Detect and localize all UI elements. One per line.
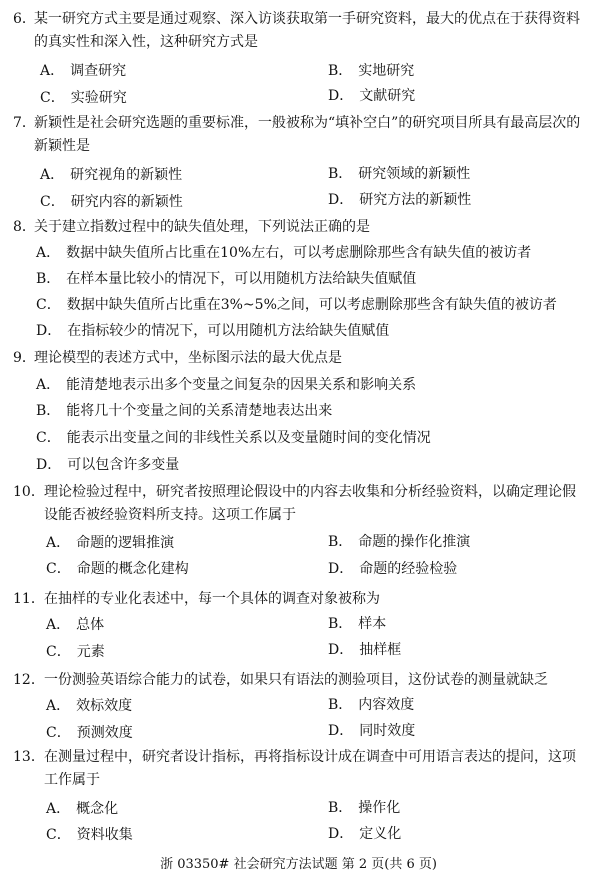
option-d [328, 85, 415, 107]
option-text: 能将几十个变量之间的关系清楚地表达出来 [66, 403, 333, 419]
option-c [46, 641, 105, 663]
option-text: 调查研究 [70, 63, 127, 79]
option-text: 样本 [358, 616, 387, 632]
option-a [46, 695, 132, 717]
question-stem [0, 669, 597, 692]
option-b [328, 613, 386, 635]
option-text: 命题的经验检验 [359, 561, 458, 577]
option-b [36, 400, 332, 422]
option-text: 命题的概念化建构 [76, 561, 189, 577]
option-key: A． [46, 617, 71, 633]
option-text: 抽样框 [359, 642, 402, 658]
option-d [36, 454, 179, 476]
question-stem [0, 112, 597, 158]
option-key: D． [328, 826, 354, 842]
option-key: C． [40, 194, 65, 210]
option-key: D． [36, 457, 62, 473]
question-stem [0, 347, 597, 370]
question-text: 理论模型的表述方式中，坐标图示法的最大优点是 [34, 350, 342, 366]
question-text: 关于建立指数过程中的缺失值处理，下列说法正确的是 [34, 219, 370, 235]
question-stem [0, 8, 597, 54]
question-stem [0, 588, 597, 611]
option-a [40, 164, 182, 186]
option-b [328, 694, 414, 716]
question-text: 新颖性是社会研究选题的重要标准，一般被称为“填补空白”的研究项目所具有最高层次的新颖性是 [34, 115, 581, 154]
option-text: 实验研究 [70, 90, 127, 106]
question-6 [0, 8, 597, 106]
question-13 [0, 746, 597, 843]
question-number: 8． [13, 219, 36, 235]
option-d [328, 558, 457, 580]
question-number: 7． [13, 115, 36, 131]
option-text: 命题的逻辑推演 [76, 535, 175, 551]
option-text: 定义化 [359, 826, 402, 842]
question-text: 理论检验过程中，研究者按照理论假设中的内容去收集和分析经验资料，以确定理论假设能否被经验资料所支持。这项工作属于 [44, 484, 576, 523]
option-text: 能表示出变量之间的非线性关系以及变量随时间的变化情况 [66, 430, 431, 446]
option-key: C． [36, 430, 61, 446]
option-d [328, 823, 401, 845]
option-text: 研究视角的新颖性 [70, 167, 183, 183]
option-text: 资料收集 [76, 827, 133, 843]
option-key: B． [328, 534, 353, 550]
question-10 [0, 481, 597, 577]
option-text: 预测效度 [76, 725, 133, 741]
option-text: 研究方法的新颖性 [359, 192, 472, 208]
question-number: 9． [13, 350, 36, 366]
option-key: A． [36, 377, 61, 393]
question-8 [0, 216, 597, 339]
option-text: 数据中缺失值所占比重在3%~5%之间，可以考虑删除那些含有缺失值的被访者 [66, 297, 557, 313]
option-d [328, 720, 415, 742]
question-stem [0, 216, 597, 239]
option-b [328, 797, 400, 819]
option-text: 在指标较少的情况下，可以用随机方法给缺失值赋值 [67, 323, 390, 339]
option-key: C． [46, 827, 71, 843]
option-c [36, 294, 557, 316]
option-b [328, 531, 470, 553]
option-key: A． [46, 698, 71, 714]
option-key: C． [46, 644, 71, 660]
option-text: 总体 [76, 617, 105, 633]
question-number: 11． [13, 591, 45, 607]
option-c [46, 722, 133, 744]
option-key: B． [328, 616, 353, 632]
option-key: A． [40, 63, 65, 79]
option-text: 数据中缺失值所占比重在10%左右，可以考虑删除那些含有缺失值的被访者 [66, 245, 532, 261]
option-text: 操作化 [358, 800, 401, 816]
option-text: 在样本量比较小的情况下，可以用随机方法给缺失值赋值 [66, 271, 417, 287]
question-11 [0, 588, 597, 660]
option-text: 元素 [76, 644, 105, 660]
option-key: B． [328, 697, 353, 713]
option-key: D． [328, 723, 354, 739]
option-d [328, 639, 401, 661]
option-b [328, 60, 414, 82]
option-key: C． [46, 725, 71, 741]
option-c [46, 558, 189, 580]
question-9 [0, 347, 597, 473]
option-b [36, 268, 416, 290]
option-key: B． [328, 63, 353, 79]
question-number: 10． [13, 484, 45, 500]
option-key: A． [46, 801, 71, 817]
option-key: A． [40, 167, 65, 183]
option-text: 命题的操作化推演 [358, 534, 471, 550]
option-text: 同时效度 [359, 723, 416, 739]
option-key: C． [36, 297, 61, 313]
option-a [40, 60, 126, 82]
option-d [328, 189, 471, 211]
option-a [36, 242, 531, 264]
option-text: 研究领域的新颖性 [358, 166, 471, 182]
option-key: D． [36, 323, 62, 339]
option-text: 实地研究 [358, 63, 415, 79]
option-key: B． [328, 166, 353, 182]
option-key: B． [36, 271, 61, 287]
question-number: 6． [13, 11, 36, 27]
option-c [40, 87, 127, 109]
option-key: B． [36, 403, 61, 419]
option-a [46, 614, 104, 636]
option-key: B． [328, 800, 353, 816]
option-key: A． [36, 245, 61, 261]
option-b [328, 163, 470, 185]
question-stem [0, 746, 597, 792]
option-d [36, 320, 389, 342]
question-number: 13． [13, 749, 45, 765]
option-key: D． [328, 192, 354, 208]
option-key: C． [40, 90, 65, 106]
question-number: 12． [13, 672, 45, 688]
option-text: 文献研究 [359, 88, 416, 104]
option-text: 可以包含许多变量 [67, 457, 180, 473]
option-a [36, 374, 416, 396]
question-7 [0, 112, 597, 210]
option-key: D． [328, 88, 354, 104]
question-12 [0, 669, 597, 741]
option-text: 研究内容的新颖性 [70, 194, 183, 210]
option-text: 能清楚地表示出多个变量之间复杂的因果关系和影响关系 [66, 377, 417, 393]
question-text: 某一研究方式主要是通过观察、深入访谈获取第一手研究资料，最大的优点在于获得资料的真实性和深入性，这种研究方式是 [34, 11, 580, 50]
option-key: C． [46, 561, 71, 577]
question-text: 一份测验英语综合能力的试卷，如果只有语法的测验项目，这份试卷的测量就缺乏 [44, 672, 548, 688]
option-a [46, 798, 118, 820]
question-text: 在测量过程中，研究者设计指标，再将指标设计成在调查中可用语言表达的提问，这项工作属于 [44, 749, 576, 788]
option-c [46, 824, 133, 846]
option-text: 概念化 [76, 801, 119, 817]
question-text: 在抽样的专业化表述中，每一个具体的调查对象被称为 [44, 591, 380, 607]
option-text: 内容效度 [358, 697, 415, 713]
option-text: 效标效度 [76, 698, 133, 714]
option-a [46, 532, 174, 554]
option-c [40, 191, 183, 213]
option-key: A． [46, 535, 71, 551]
question-stem [0, 481, 597, 527]
page-footer: 浙 03350# 社会研究方法试题 第 2 页(共 6 页) [160, 857, 437, 872]
option-c [36, 427, 431, 449]
option-key: D． [328, 642, 354, 658]
option-key: D． [328, 561, 354, 577]
